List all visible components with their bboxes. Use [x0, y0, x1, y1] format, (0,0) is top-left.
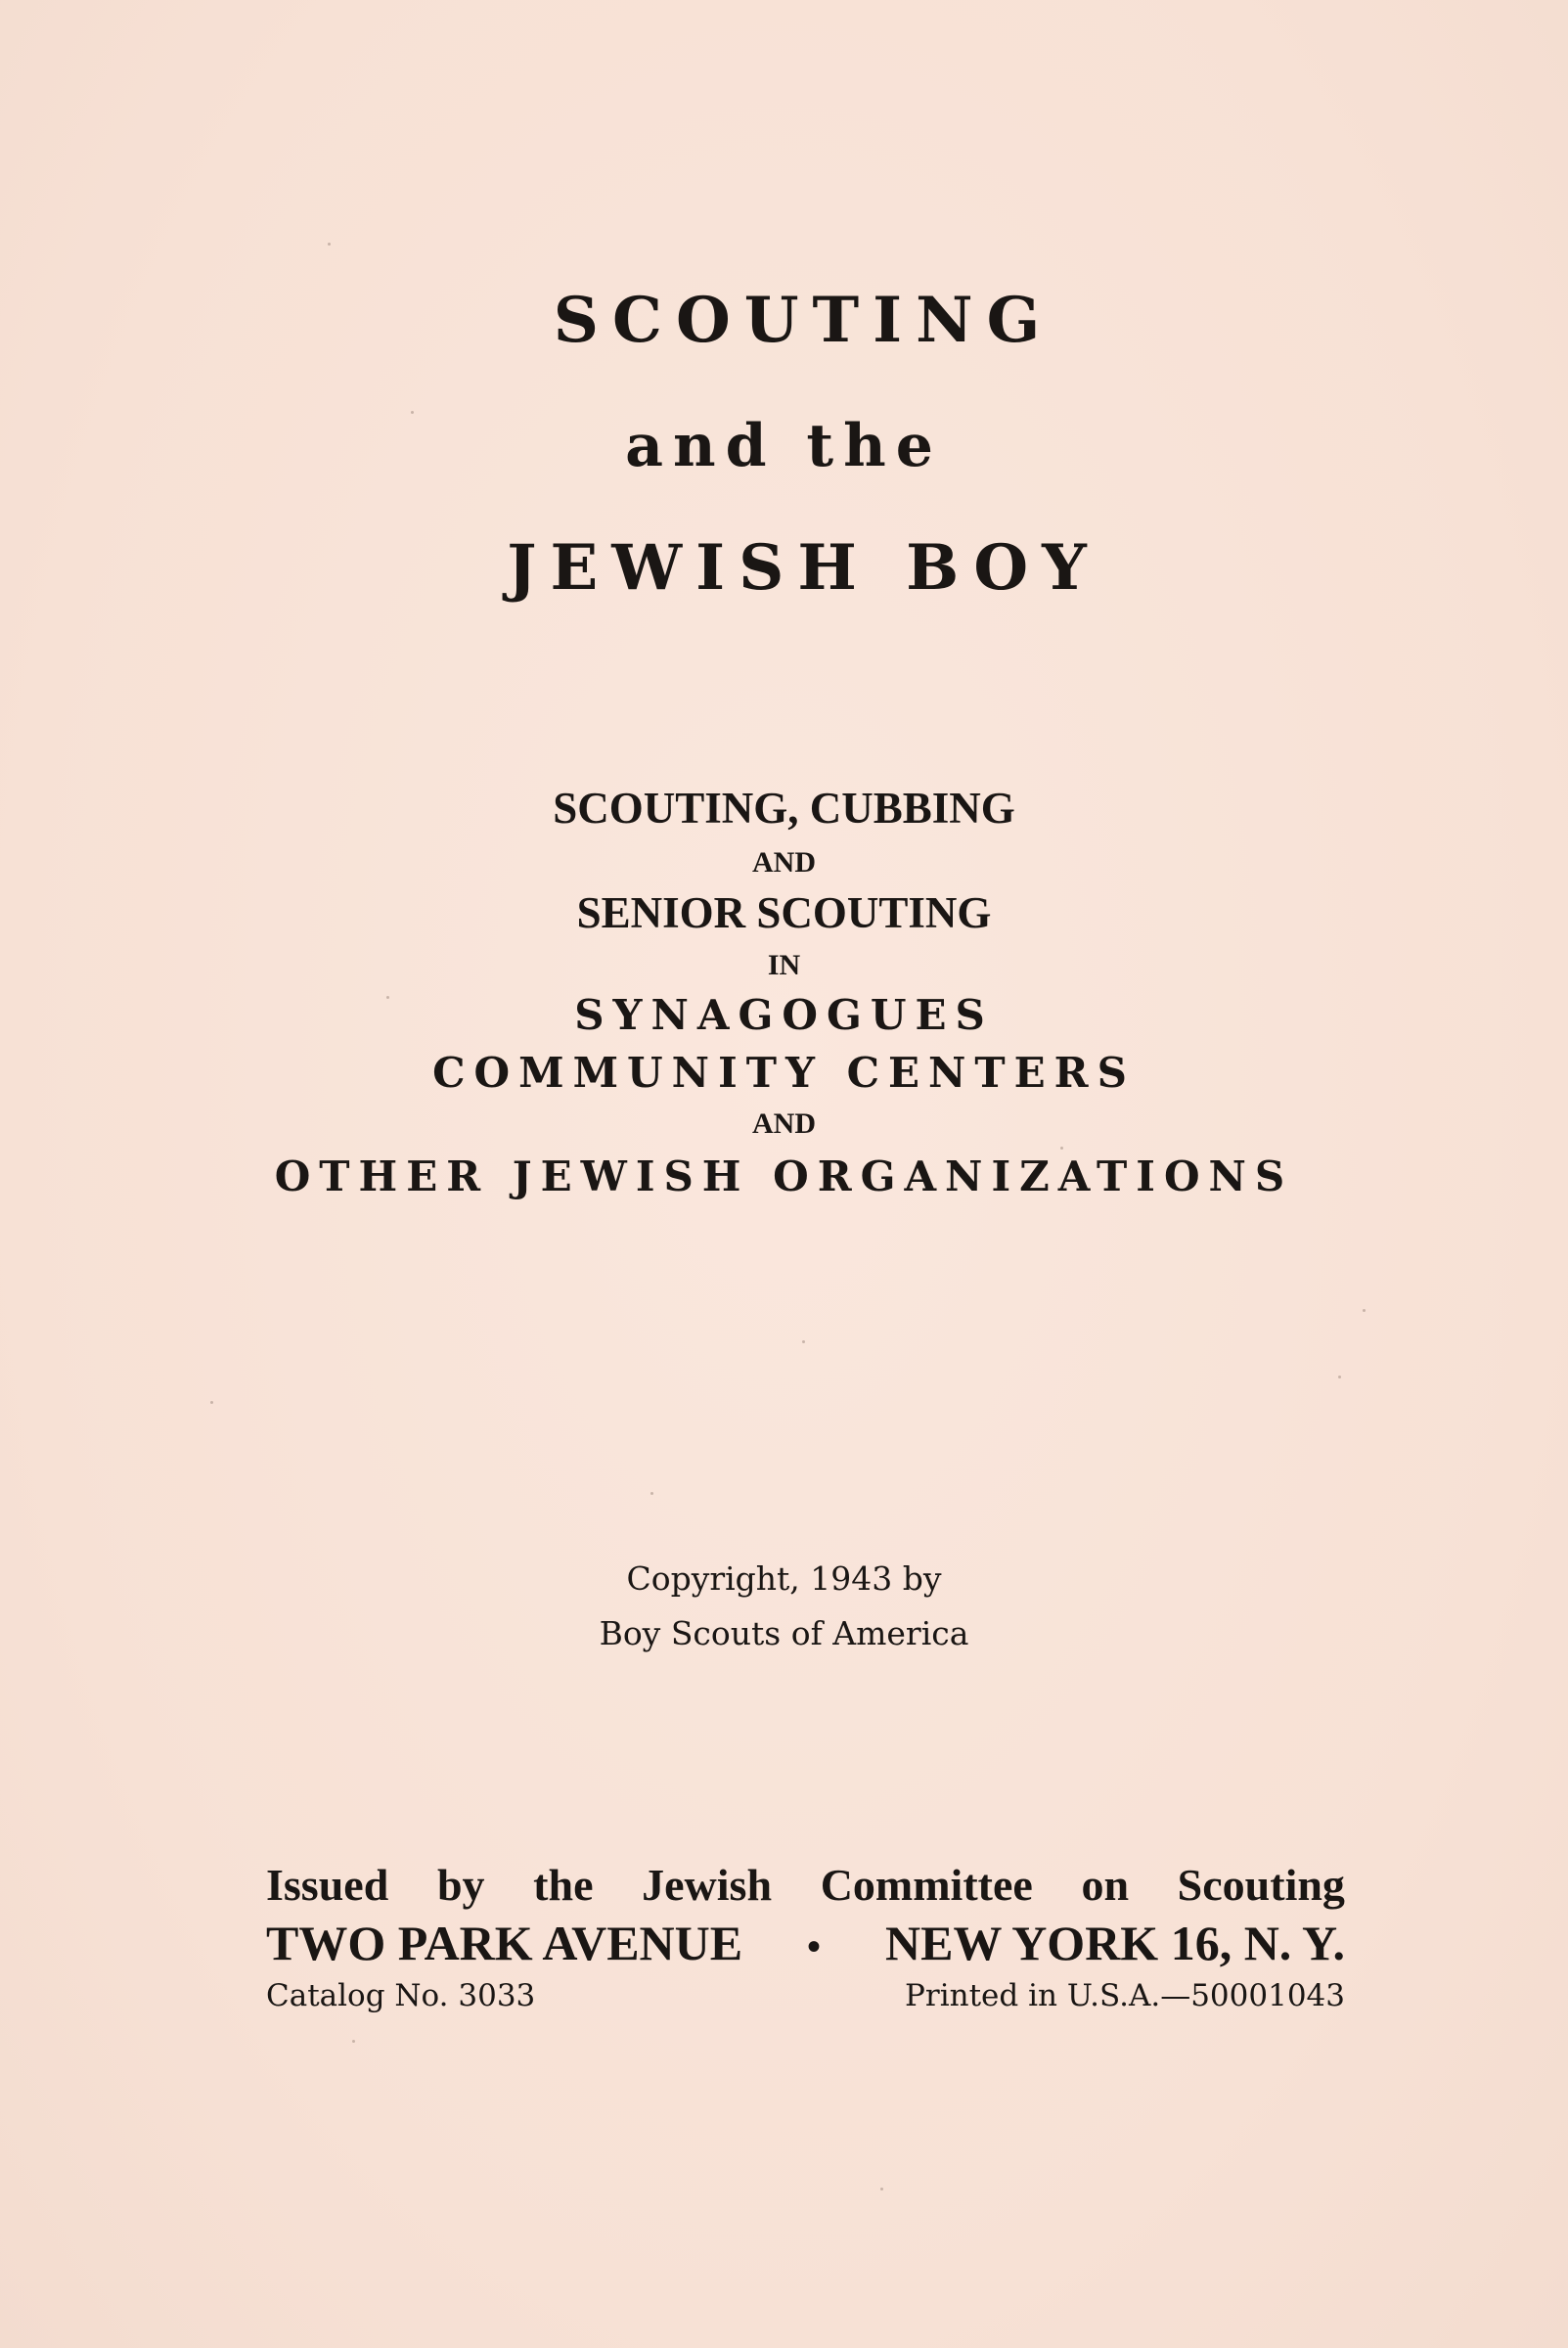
catalog-number: Catalog No. 3033	[266, 1978, 536, 2013]
address-line	[266, 1915, 1345, 1971]
title-line-and-the: and the	[625, 412, 943, 480]
subtitle-and-2: AND	[752, 1107, 816, 1140]
print-speck	[880, 2188, 883, 2190]
printed-in: Printed in U.S.A.—50001043	[905, 1978, 1345, 2013]
subtitle-scouting-cubbing: SCOUTING, CUBBING	[553, 784, 1015, 833]
copyright-holder: Boy Scouts of America	[599, 1614, 969, 1652]
bullet-separator: •	[807, 1924, 822, 1968]
issued-word: Scouting	[1177, 1860, 1345, 1910]
subtitle-synagogues: SYNAGOGUES	[574, 991, 994, 1039]
print-speck	[328, 243, 331, 246]
print-speck	[802, 1340, 805, 1343]
print-speck	[650, 1492, 653, 1495]
issued-word: Jewish	[642, 1860, 773, 1910]
issued-word: Committee	[820, 1860, 1033, 1910]
print-speck	[1363, 1309, 1366, 1312]
street-address: TWO PARK AVENUE	[266, 1916, 743, 1970]
issued-by-line	[266, 1859, 1345, 1911]
issued-word: Issued	[266, 1860, 389, 1910]
subtitle-other-jewish-organizations: OTHER JEWISH ORGANIZATIONS	[274, 1152, 1294, 1200]
issued-word: on	[1081, 1860, 1130, 1910]
subtitle-and-1: AND	[752, 846, 816, 879]
print-speck	[352, 2040, 355, 2043]
copyright-line: Copyright, 1943 by	[626, 1559, 942, 1598]
print-speck	[1338, 1376, 1341, 1378]
city-address: NEW YORK 16, N. Y.	[885, 1916, 1345, 1970]
title-line-jewish-boy: JEWISH BOY	[507, 531, 1100, 605]
print-speck	[210, 1401, 213, 1404]
print-speck	[1060, 1147, 1063, 1150]
issued-word: the	[533, 1860, 594, 1910]
subtitle-community-centers: COMMUNITY CENTERS	[432, 1049, 1136, 1097]
issued-word: by	[436, 1860, 485, 1910]
catalog-line	[266, 1978, 1345, 2013]
subtitle-in: IN	[767, 949, 801, 981]
subtitle-senior-scouting: SENIOR SCOUTING	[576, 888, 992, 937]
title-line-scouting: SCOUTING	[553, 284, 1054, 357]
